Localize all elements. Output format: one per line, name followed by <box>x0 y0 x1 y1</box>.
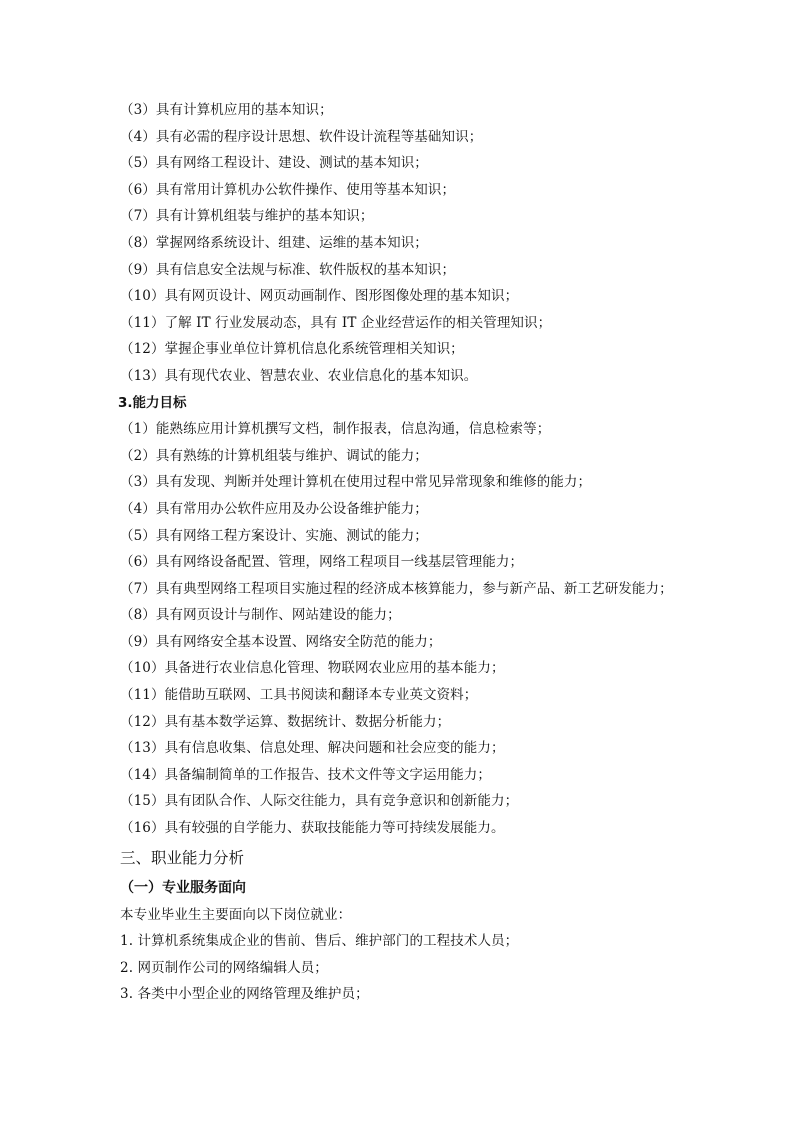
ability-item: （5）具有网络工程方案设计、实施、测试的能力； <box>120 527 428 544</box>
ability-item: （1）能熟练应用计算机撰写文档，制作报表，信息沟通，信息检索等； <box>120 421 551 438</box>
subsection-heading: （一）专业服务面向 <box>120 879 246 896</box>
knowledge-item: （11）了解 IT 行业发展动态，具有 IT 企业经营运作的相关管理知识； <box>120 314 552 331</box>
ability-list <box>120 416 720 842</box>
job-item: 1. 计算机系统集成企业的售前、售后、维护部门的工程技术人员； <box>120 933 519 950</box>
knowledge-item: （3）具有计算机应用的基本知识； <box>120 102 333 118</box>
knowledge-item: （10）具有网页设计、网页动画制作、图形图像处理的基本知识； <box>120 288 519 305</box>
ability-item: （6）具有网络设备配置、管理，网络工程项目一线基层管理能力； <box>120 554 524 571</box>
ability-heading: 3.能力目标 <box>118 394 187 411</box>
ability-item: （13）具有信息收集、信息处理、解决问题和社会应变的能力； <box>120 740 505 757</box>
knowledge-item: （4）具有必需的程序设计思想、软件设计流程等基础知识； <box>120 128 483 145</box>
knowledge-list <box>120 97 720 390</box>
knowledge-item: （8）掌握网络系统设计、组建、运维的基本知识； <box>120 234 428 251</box>
ability-item: （3）具有发现、判断并处理计算机在使用过程中常见异常现象和维修的能力； <box>120 474 592 491</box>
section-heading: 三、职业能力分析 <box>120 848 245 867</box>
intro-text: 本专业毕业生主要面向以下岗位就业： <box>120 906 352 923</box>
knowledge-item: （5）具有网络工程设计、建设、测试的基本知识； <box>120 155 428 172</box>
knowledge-item: （7）具有计算机组装与维护的基本知识； <box>120 208 374 225</box>
knowledge-item: （12）掌握企事业单位计算机信息化系统管理相关知识； <box>120 341 464 358</box>
knowledge-item: （6）具有常用计算机办公软件操作、使用等基本知识； <box>120 181 456 198</box>
ability-item: （15）具有团队合作、人际交往能力，具有竞争意识和创新能力； <box>120 793 519 810</box>
ability-item: （11）能借助互联网、工具书阅读和翻译本专业英文资料； <box>120 687 478 704</box>
job-item: 2. 网页制作公司的网络编辑人员； <box>120 959 328 976</box>
knowledge-item: （9）具有信息安全法规与标准、软件版权的基本知识； <box>120 261 456 278</box>
ability-item: （4）具有常用办公软件应用及办公设备维护能力； <box>120 500 428 517</box>
ability-item: （12）具有基本数学运算、数据统计、数据分析能力； <box>120 713 451 730</box>
job-list <box>120 928 720 1008</box>
ability-item: （14）具备编制简单的工作报告、技术文件等文字运用能力； <box>120 766 491 783</box>
ability-item: （9）具有网络安全基本设置、网络安全防范的能力； <box>120 633 442 650</box>
ability-item: （10）具备进行农业信息化管理、物联网农业应用的基本能力； <box>120 660 505 677</box>
document-body <box>120 97 720 1008</box>
ability-item: （7）具有典型网络工程项目实施过程的经济成本核算能力，参与新产品、新工艺研发能力； <box>120 580 673 597</box>
ability-item: （8）具有网页设计与制作、网站建设的能力； <box>120 607 401 624</box>
knowledge-item: （13）具有现代农业、智慧农业、农业信息化的基本知识。 <box>120 367 478 384</box>
ability-item: （2）具有熟练的计算机组装与维护、调试的能力； <box>120 447 428 464</box>
job-item: 3. 各类中小型企业的网络管理及维护员； <box>120 986 369 1003</box>
ability-item: （16）具有较强的自学能力、获取技能能力等可持续发展能力。 <box>120 820 505 837</box>
